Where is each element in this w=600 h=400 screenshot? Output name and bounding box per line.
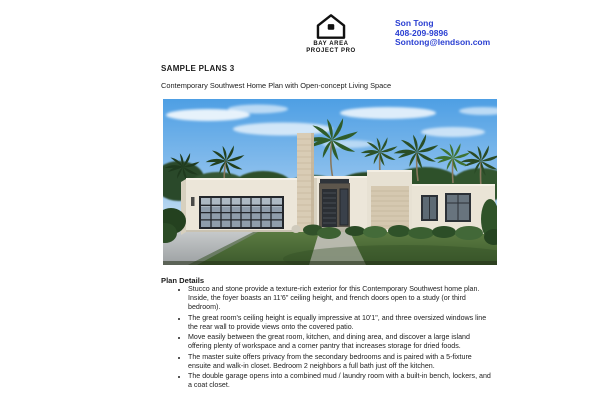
page-subtitle: Contemporary Southwest Home Plan with Open-concept Living Space (161, 81, 392, 90)
contact-name: Son Tong (395, 18, 434, 28)
plan-detail-item: • Move easily between the great room, kitchen, and dining area, and discover a large island offering plenty of workspace and a corner pantry that increases storage for dried foods. (188, 333, 495, 351)
contact-block (395, 19, 490, 48)
plan-details-list (161, 285, 495, 392)
contact-email: Sontong@lendson.com (395, 37, 491, 48)
page-title: SAMPLE PLANS 3 (161, 64, 235, 73)
house-rendering-scene (163, 99, 497, 265)
plan-detail-item: • The double garage opens into a combined mud / laundry room with a built-in bench, lockers, and a coat closet. (188, 372, 495, 390)
house-outline-icon (315, 13, 347, 40)
plan-detail-item: • Stucco and stone provide a texture-rich exterior for this Contemporary Southwest home plan. Inside, the foyer boasts an 11'6" ceiling height, and french doors open to a study (or third bedroom). (188, 285, 495, 312)
house-rendering-image (163, 99, 497, 265)
plan-details-heading: Plan Details (161, 276, 205, 285)
plan-detail-item: • The great room's ceiling height is equally impressive at 10'1", and three oversized windows line the rear wall to provide views onto the covered patio. (188, 314, 495, 332)
logo-text-line1: BAY AREA (313, 41, 349, 47)
logo-text-line2: PROJECT PRO (306, 48, 356, 54)
plan-detail-item: • The master suite offers privacy from the secondary bedrooms and is paired with a 5-fixture ensuite and walk-in closet. Bedroom 2 neighbors a full bath just off the kitchen. (188, 353, 495, 371)
company-logo (299, 13, 363, 55)
contact-phone: 408-209-9896 (395, 27, 448, 38)
